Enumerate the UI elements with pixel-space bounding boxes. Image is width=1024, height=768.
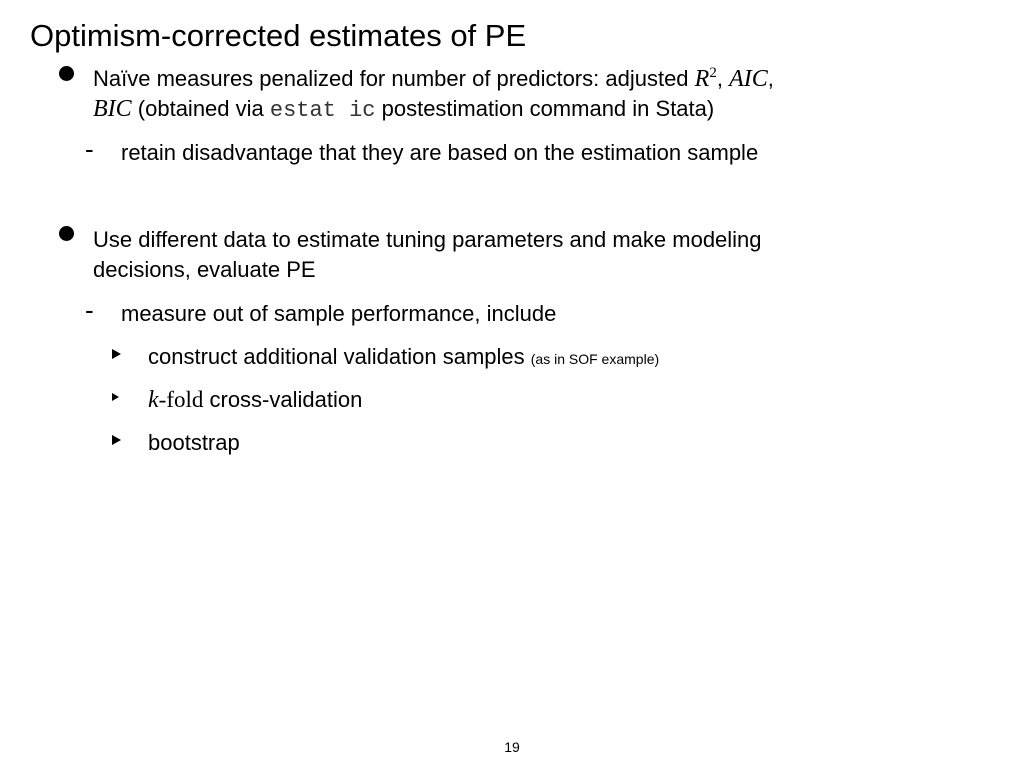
separator-2: , (767, 66, 774, 91)
bullet-1-line-2 (93, 93, 714, 126)
separator-1: , (716, 66, 730, 91)
list-item-bootstrap: bootstrap (148, 430, 240, 455)
sub-bullet-dash-2: - (85, 295, 94, 325)
bullet-dot-2 (59, 226, 74, 241)
stata-command: estat ic (269, 98, 376, 123)
sub-bullet-2-text: measure out of sample performance, include (121, 301, 557, 326)
bullet-dot-1 (59, 66, 74, 81)
bullet-1-text-a: Naïve measures penalized for number of predictors: adjusted (93, 66, 695, 91)
sub-bullet-1-text: retain disadvantage that they are based on the estimation sample (121, 140, 759, 165)
bullet-2-line-2: decisions, evaluate PE (93, 257, 316, 282)
list-item-validation-text: construct additional validation samples (148, 344, 531, 369)
math-r-superscript: 2 (709, 65, 717, 81)
math-bic: BIC (93, 96, 132, 122)
triangle-marker-3 (112, 435, 121, 445)
bullet-1-text-c: postestimation command in Stata) (375, 96, 715, 121)
math-k: k (148, 387, 159, 413)
list-item-validation (148, 341, 659, 375)
bullet-1-line-1 (93, 63, 774, 95)
math-aic: AIC (729, 66, 768, 92)
list-item-kfold-text: cross-validation (203, 387, 363, 412)
list-item-validation-note: (as in SOF example) (530, 351, 660, 367)
list-item-kfold (148, 384, 362, 416)
bullet-2-line-1: Use different data to estimate tuning parameters and make modeling (93, 227, 762, 252)
sub-bullet-dash-1: - (85, 134, 94, 164)
math-fold: -fold (158, 387, 204, 412)
page-title: Optimism-corrected estimates of PE (30, 18, 527, 53)
math-r: R (694, 66, 710, 92)
triangle-marker-1 (112, 349, 121, 359)
triangle-marker-2 (112, 393, 119, 401)
page-number: 19 (504, 739, 520, 755)
bullet-1-text-b: (obtained via (131, 96, 270, 121)
